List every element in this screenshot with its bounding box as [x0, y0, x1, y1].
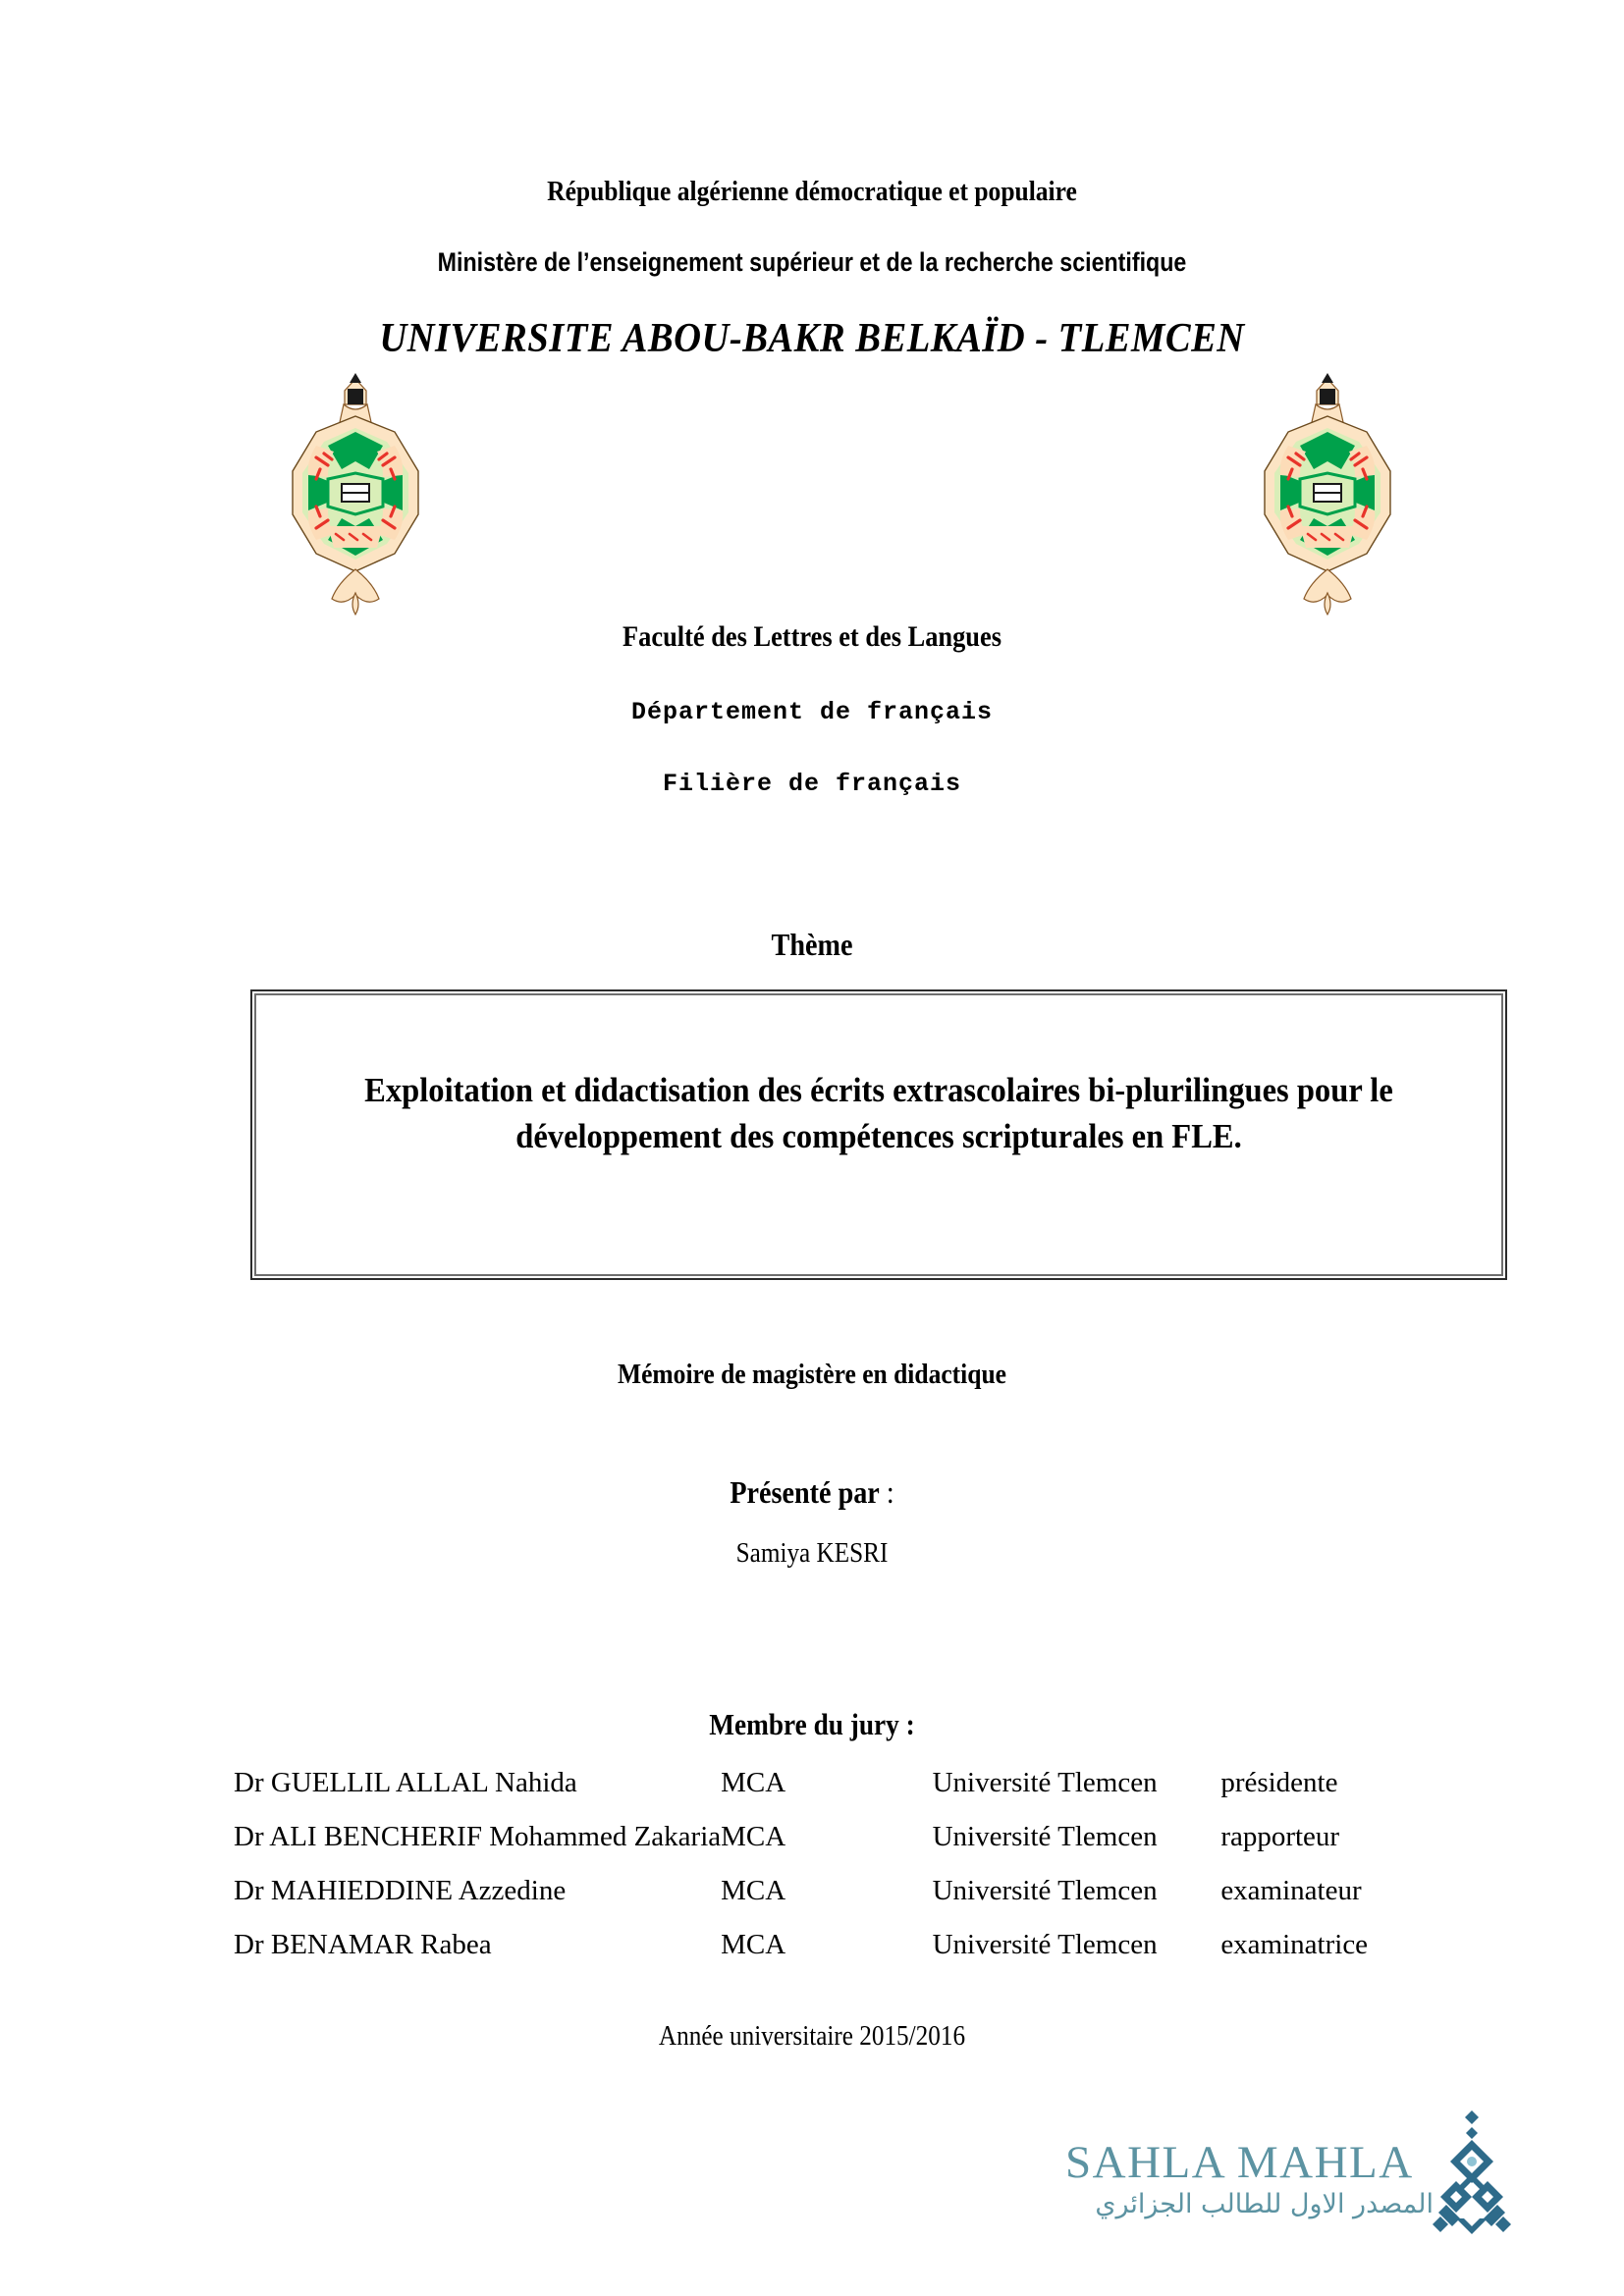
table-row — [234, 1875, 1422, 1929]
university-logo-right — [1245, 371, 1410, 616]
academic-year: Année universitaire 2015/2016 — [658, 2021, 966, 2052]
jury-member-grade: MCA — [721, 1821, 786, 1852]
sahla-mahla-watermark — [1065, 2109, 1512, 2241]
jury-table — [234, 1767, 1422, 1983]
jury-member-grade: MCA — [721, 1929, 786, 1960]
sahla-mahla-arabic-tagline: المصدر الاول للطالب الجزائري — [1095, 2189, 1434, 2219]
jury-member-name: Dr GUELLIL ALLAL Nahida — [234, 1767, 577, 1798]
jury-member-grade: MCA — [721, 1875, 786, 1906]
jury-member-role: examinateur — [1220, 1875, 1362, 1906]
jury-member-grade: MCA — [721, 1767, 786, 1798]
presented-by-line — [97, 1475, 1527, 1510]
sahla-mahla-ornament-icon — [1427, 2109, 1517, 2241]
ministry-heading: Ministère de l’enseignement supérieur et de la recherche scientifique — [437, 247, 1187, 277]
jury-member-name: Dr BENAMAR Rabea — [234, 1929, 492, 1960]
jury-member-role: examinatrice — [1220, 1929, 1369, 1960]
department-heading: Département de français — [630, 698, 994, 726]
jury-member-university: Université Tlemcen — [932, 1821, 1158, 1852]
faculty-heading: Faculté des Lettres et des Langues — [623, 620, 1001, 653]
thesis-title: Exploitation et didactisation des écrits extrascolaires bi-plurilingues pour le développement des compétences scripturales en FLE. — [364, 1071, 1393, 1155]
jury-member-university: Université Tlemcen — [932, 1929, 1158, 1960]
republic-heading: République algérienne démocratique et populaire — [547, 176, 1077, 207]
degree-heading: Mémoire de magistère en didactique — [618, 1359, 1006, 1390]
table-row — [234, 1929, 1422, 1983]
jury-member-role: rapporteur — [1220, 1821, 1340, 1852]
theme-label: Thème — [771, 927, 853, 962]
jury-member-university: Université Tlemcen — [932, 1767, 1158, 1798]
sahla-mahla-wordmark: SAHLA MAHLA — [1065, 2137, 1414, 2188]
presented-by-colon: : — [879, 1474, 894, 1510]
theme-box — [250, 989, 1507, 1280]
jury-label: Membre du jury : — [709, 1707, 915, 1741]
presented-by-label: Présenté par — [730, 1474, 880, 1510]
table-row — [234, 1821, 1422, 1875]
table-row — [234, 1767, 1422, 1821]
jury-member-university: Université Tlemcen — [932, 1875, 1158, 1906]
university-logo-left — [273, 371, 438, 616]
university-heading: UNIVERSITE ABOU-BAKR BELKAÏD - TLEMCEN — [379, 316, 1245, 361]
jury-member-name: Dr MAHIEDDINE Azzedine — [234, 1875, 567, 1906]
author-name: Samiya KESRI — [735, 1538, 889, 1569]
program-heading: Filière de français — [662, 770, 962, 798]
jury-member-role: présidente — [1220, 1767, 1338, 1798]
jury-member-name: Dr ALI BENCHERIF Mohammed Zakaria — [234, 1821, 722, 1852]
